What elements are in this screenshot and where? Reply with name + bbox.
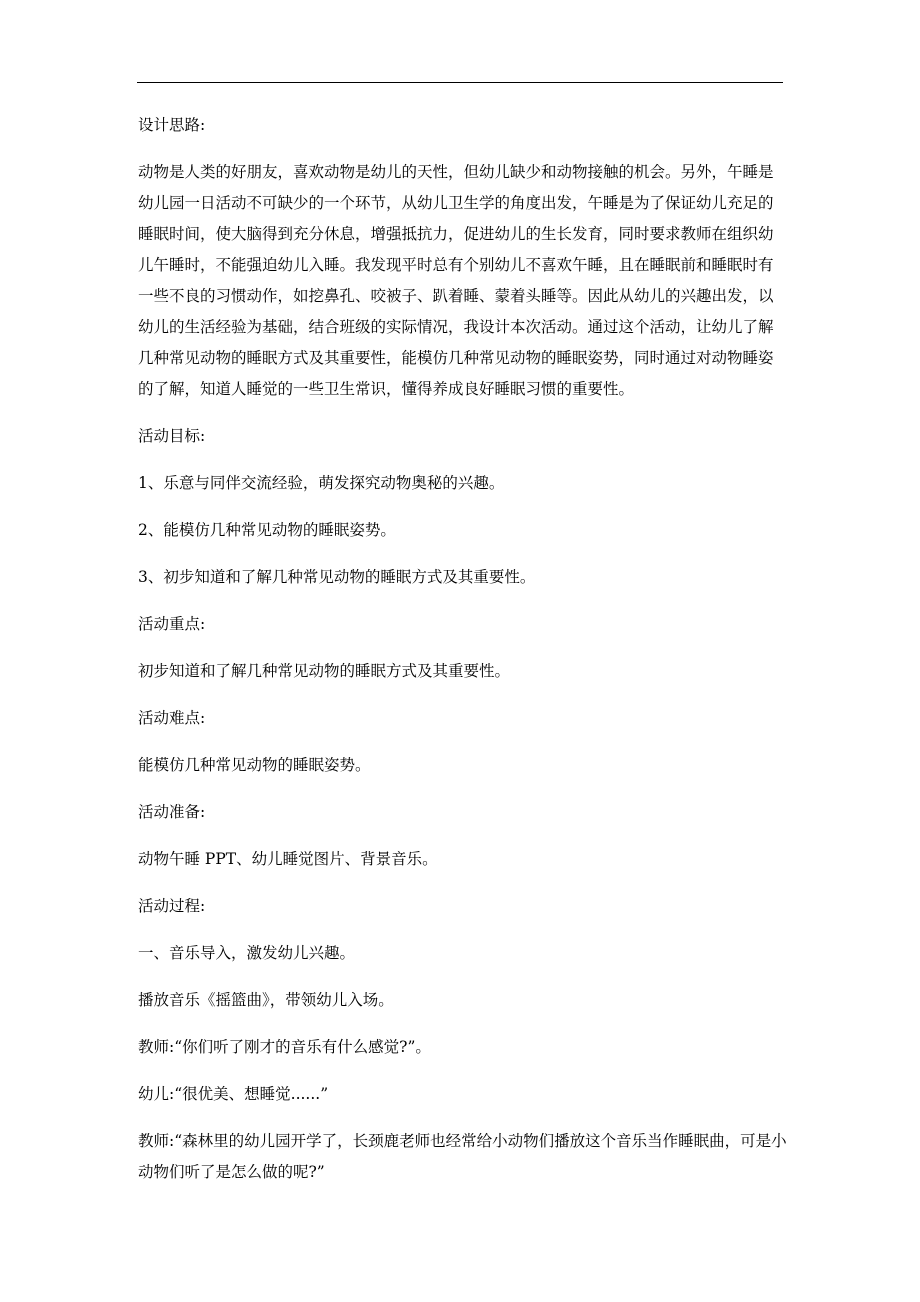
goal-item: 2、能模仿几种常见动物的睡眠姿势。 <box>138 521 396 539</box>
dialog-line: 教师:“你们听了刚才的音乐有什么感觉?”。 <box>138 1038 431 1056</box>
prep-heading: 活动准备: <box>138 803 206 821</box>
dialog-line: 教师:“森林里的幼儿园开学了，长颈鹿老师也经常给小动物们播放这个音乐当作睡眠曲，可是小动物们听了是怎么做的呢?” <box>138 1132 787 1181</box>
key-body: 初步知道和了解几种常见动物的睡眠方式及其重要性。 <box>138 662 511 680</box>
goal-item: 3、初步知道和了解几种常见动物的睡眠方式及其重要性。 <box>138 568 536 586</box>
document-body <box>138 110 788 1204</box>
process-step: 播放音乐《摇篮曲》，带领幼儿入场。 <box>138 991 394 1009</box>
difficulty-body: 能模仿几种常见动物的睡眠姿势。 <box>138 756 371 774</box>
goals-heading: 活动目标: <box>138 427 206 445</box>
goal-item: 1、乐意与同伴交流经验，萌发探究动物奥秘的兴趣。 <box>138 474 505 492</box>
design-body: 动物是人类的好朋友，喜欢动物是幼儿的天性，但幼儿缺少和动物接触的机会。另外，午睡是幼儿园一日活动不可缺少的一个环节，从幼儿卫生学的角度出发，午睡是为了保证幼儿充足的睡眠时间，使大脑得到充分休息，增强抵抗力，促进幼儿的生长发育，同时要求教师在组织幼儿午睡时，不能强迫幼儿入睡。我发现平时总有个别幼儿不喜欢午睡，且在睡眠前和睡眠时有一些不良的习惯动作，如挖鼻孔、咬被子、趴着睡、蒙着头睡等。因此从幼儿的兴趣出发，以幼儿的生活经验为基础，结合班级的实际情况，我设计本次活动。通过这个活动，让幼儿了解几种常见动物的睡眠方式及其重要性，能模仿几种常见动物的睡眠姿势，同时通过对动物睡姿的了解，知道人睡觉的一些卫生常识，懂得养成良好睡眠习惯的重要性。 <box>138 163 774 398</box>
process-step: 一、音乐导入，激发幼儿兴趣。 <box>138 944 356 962</box>
key-heading: 活动重点: <box>138 615 206 633</box>
difficulty-heading: 活动难点: <box>138 709 206 727</box>
process-heading: 活动过程: <box>138 897 206 915</box>
dialog-line: 幼儿:“很优美、想睡觉......” <box>138 1085 329 1103</box>
header-rule <box>137 82 783 83</box>
prep-body: 动物午睡 PPT、幼儿睡觉图片、背景音乐。 <box>138 850 438 868</box>
design-heading: 设计思路: <box>138 116 206 134</box>
